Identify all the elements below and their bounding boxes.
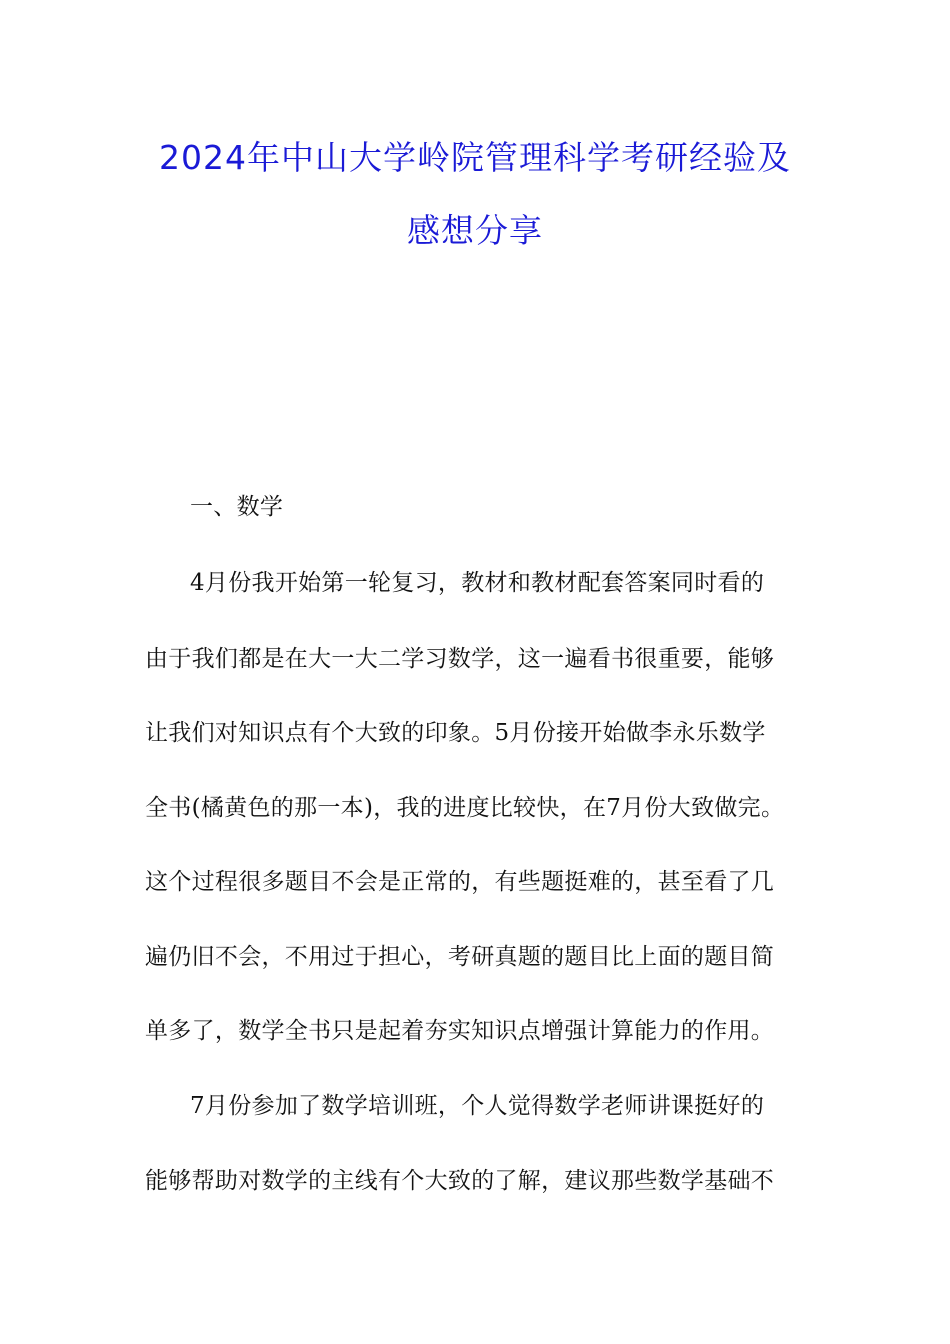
paragraph-1-line-5: 这个过程很多题目不会是正常的，有些题挺难的，甚至看了几: [145, 869, 775, 895]
paragraph-1-line-2: 由于我们都是在大一大二学习数学，这一遍看书很重要，能够: [145, 646, 775, 672]
document-title-line-1: 2024年中山大学岭院管理科学考研经验及: [159, 138, 791, 177]
paragraph-1-line-4: 全书(橘黄色的那一本)，我的进度比较快，在7月份大致做完。: [145, 795, 785, 821]
document-title-line-2: 感想分享: [407, 211, 543, 250]
paragraph-2-line-1: 7月份参加了数学培训班，个人觉得数学老师讲课挺好的: [190, 1093, 765, 1119]
section-heading: 一、数学: [190, 494, 284, 520]
paragraph-1-line-3: 让我们对知识点有个大致的印象。5月份接开始做李永乐数学: [145, 720, 766, 746]
paragraph-1-line-1: 4月份我开始第一轮复习，教材和教材配套答案同时看的: [190, 570, 765, 596]
paragraph-2-line-2: 能够帮助对数学的主线有个大致的了解，建议那些数学基础不: [145, 1168, 775, 1194]
paragraph-1-line-7: 单多了，数学全书只是起着夯实知识点增强计算能力的作用。: [145, 1018, 775, 1044]
paragraph-1-line-6: 遍仍旧不会，不用过于担心，考研真题的题目比上面的题目简: [145, 944, 775, 970]
